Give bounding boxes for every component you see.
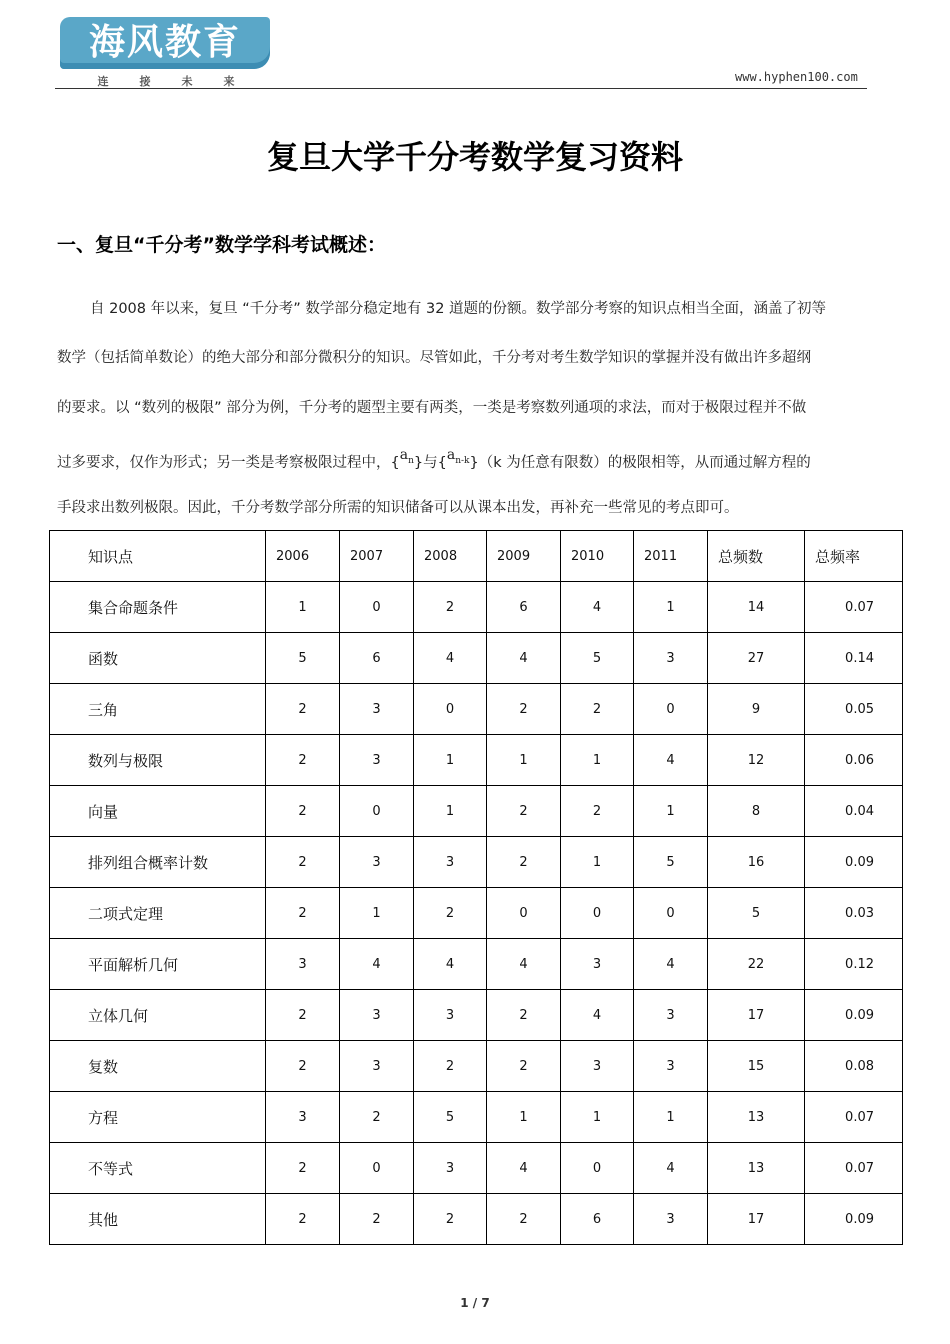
value-cell: 5: [414, 1092, 487, 1143]
value-cell: 4: [340, 939, 414, 990]
value-cell: 1: [340, 888, 414, 939]
page-header: [0, 0, 950, 95]
table-row: [50, 1092, 903, 1143]
table-row: [50, 888, 903, 939]
value-cell: 0.14: [805, 633, 903, 684]
value-cell: 3: [266, 939, 340, 990]
header-cell: 2011: [634, 531, 708, 582]
sequence-symbol-ank: $a_{n-k}$: [446, 447, 470, 466]
paragraph-line: 自 2008 年以来，复旦 “千分考” 数学部分稳定地有 32 道题的份额。数学部分考察的知识点相当全面，涵盖了初等: [90, 301, 827, 317]
value-cell: 5: [561, 633, 634, 684]
topic-cell: 数列与极限: [50, 735, 266, 786]
topic-cell: 平面解析几何: [50, 939, 266, 990]
slogan-char: 连: [97, 75, 109, 88]
header-cell: 2006: [266, 531, 340, 582]
topic-cell: 集合命题条件: [50, 582, 266, 633]
value-cell: 1: [266, 582, 340, 633]
value-cell: 4: [634, 735, 708, 786]
value-cell: 2: [266, 990, 340, 1041]
value-cell: 4: [487, 633, 561, 684]
topic-cell: 立体几何: [50, 990, 266, 1041]
value-cell: 0.05: [805, 684, 903, 735]
value-cell: 13: [708, 1092, 805, 1143]
topic-cell: 向量: [50, 786, 266, 837]
header-cell: 2007: [340, 531, 414, 582]
value-cell: 4: [487, 1143, 561, 1194]
paragraph-line: 数学（包括简单数论）的绝大部分和部分微积分的知识。尽管如此，千分考对考生数学知识的掌握并没有做出许多超纲: [57, 350, 811, 366]
value-cell: 12: [708, 735, 805, 786]
value-cell: 1: [634, 786, 708, 837]
value-cell: 1: [414, 786, 487, 837]
table-row: [50, 1194, 903, 1245]
value-cell: 5: [634, 837, 708, 888]
value-cell: 4: [561, 582, 634, 633]
value-cell: 2: [414, 888, 487, 939]
value-cell: 4: [561, 990, 634, 1041]
value-cell: 3: [414, 837, 487, 888]
paragraph-text: }（k 为任意有限数）的极限相等，从而通过解方程的: [469, 455, 811, 471]
value-cell: 2: [487, 786, 561, 837]
value-cell: 2: [266, 684, 340, 735]
value-cell: 0.09: [805, 837, 903, 888]
site-url: www.hyphen100.com: [735, 70, 858, 84]
topic-cell: 排列组合概率计数: [50, 837, 266, 888]
value-cell: 1: [561, 735, 634, 786]
slogan-char: 来: [223, 75, 235, 88]
value-cell: 4: [634, 1143, 708, 1194]
value-cell: 13: [708, 1143, 805, 1194]
value-cell: 1: [414, 735, 487, 786]
value-cell: 0: [340, 582, 414, 633]
value-cell: 3: [634, 1041, 708, 1092]
table-body: [50, 582, 903, 1245]
header-cell: 2008: [414, 531, 487, 582]
value-cell: 2: [414, 582, 487, 633]
sequence-symbol-an: $a_n$: [399, 447, 414, 466]
value-cell: 8: [708, 786, 805, 837]
topic-cell: 函数: [50, 633, 266, 684]
value-cell: 0.06: [805, 735, 903, 786]
value-cell: 6: [561, 1194, 634, 1245]
value-cell: 3: [634, 1194, 708, 1245]
header-cell: 2010: [561, 531, 634, 582]
table-row: [50, 684, 903, 735]
value-cell: 0.03: [805, 888, 903, 939]
logo-slogan: [82, 70, 252, 86]
value-cell: 1: [634, 582, 708, 633]
value-cell: 1: [487, 735, 561, 786]
topic-cell: 复数: [50, 1041, 266, 1092]
table-row: [50, 990, 903, 1041]
value-cell: 2: [487, 1041, 561, 1092]
slogan-char: 未: [181, 75, 193, 88]
value-cell: 2: [487, 837, 561, 888]
value-cell: 3: [266, 1092, 340, 1143]
table-row: [50, 837, 903, 888]
value-cell: 0.07: [805, 582, 903, 633]
value-cell: 2: [487, 684, 561, 735]
page-title: 复旦大学千分考数学复习资料: [266, 138, 683, 176]
value-cell: 0.07: [805, 1092, 903, 1143]
value-cell: 3: [340, 684, 414, 735]
value-cell: 0.07: [805, 1143, 903, 1194]
value-cell: 2: [266, 888, 340, 939]
header-cell: 总频数: [708, 531, 805, 582]
value-cell: 2: [414, 1194, 487, 1245]
value-cell: 6: [340, 633, 414, 684]
brand-logo: [60, 17, 270, 69]
table-row: [50, 633, 903, 684]
value-cell: 4: [414, 633, 487, 684]
value-cell: 3: [340, 837, 414, 888]
value-cell: 2: [487, 1194, 561, 1245]
value-cell: 1: [561, 837, 634, 888]
value-cell: 2: [561, 684, 634, 735]
value-cell: 0.12: [805, 939, 903, 990]
paragraph-line: 手段求出数列极限。因此，千分考数学部分所需的知识储备可以从课本出发，再补充一些常见的考点即可。: [57, 500, 739, 516]
value-cell: 3: [340, 990, 414, 1041]
value-cell: 4: [487, 939, 561, 990]
value-cell: 15: [708, 1041, 805, 1092]
table-row: [50, 582, 903, 633]
value-cell: 0: [561, 888, 634, 939]
header-cell: 总频率: [805, 531, 903, 582]
value-cell: 4: [634, 939, 708, 990]
frequency-table: [49, 530, 903, 1245]
value-cell: 0.09: [805, 990, 903, 1041]
value-cell: 2: [266, 786, 340, 837]
value-cell: 0: [340, 786, 414, 837]
value-cell: 17: [708, 1194, 805, 1245]
table-row: [50, 939, 903, 990]
page-number: 1 / 7: [460, 1296, 490, 1310]
value-cell: 2: [414, 1041, 487, 1092]
paragraph-text: 过多要求，仅作为形式；另一类是考察极限过程中，{: [57, 455, 400, 471]
value-cell: 0: [561, 1143, 634, 1194]
value-cell: 1: [634, 1092, 708, 1143]
table-row: [50, 786, 903, 837]
topic-cell: 不等式: [50, 1143, 266, 1194]
value-cell: 0: [634, 684, 708, 735]
value-cell: 3: [340, 735, 414, 786]
value-cell: 5: [266, 633, 340, 684]
value-cell: 2: [487, 990, 561, 1041]
header-cell: 知识点: [50, 531, 266, 582]
value-cell: 0: [634, 888, 708, 939]
value-cell: 3: [634, 990, 708, 1041]
value-cell: 2: [266, 1143, 340, 1194]
value-cell: 3: [414, 1143, 487, 1194]
paragraph-line-with-math: [57, 447, 893, 472]
topic-cell: 二项式定理: [50, 888, 266, 939]
value-cell: 2: [340, 1092, 414, 1143]
value-cell: 27: [708, 633, 805, 684]
topic-cell: 方程: [50, 1092, 266, 1143]
table-row: [50, 1143, 903, 1194]
value-cell: 9: [708, 684, 805, 735]
value-cell: 2: [266, 837, 340, 888]
value-cell: 3: [561, 939, 634, 990]
value-cell: 0.04: [805, 786, 903, 837]
table-header-row: [50, 531, 903, 582]
value-cell: 16: [708, 837, 805, 888]
value-cell: 0.09: [805, 1194, 903, 1245]
logo-text: 海风教育: [88, 22, 241, 63]
value-cell: 1: [561, 1092, 634, 1143]
value-cell: 3: [634, 633, 708, 684]
table-row: [50, 735, 903, 786]
value-cell: 2: [561, 786, 634, 837]
paragraph-line: 的要求。以 “数列的极限” 部分为例，千分考的题型主要有两类，一类是考察数列通项的求法，而对于极限过程并不做: [57, 400, 807, 416]
value-cell: 6: [487, 582, 561, 633]
value-cell: 3: [414, 990, 487, 1041]
value-cell: 2: [266, 1041, 340, 1092]
value-cell: 0: [340, 1143, 414, 1194]
value-cell: 0: [487, 888, 561, 939]
value-cell: 0: [414, 684, 487, 735]
table-row: [50, 1041, 903, 1092]
value-cell: 5: [708, 888, 805, 939]
value-cell: 1: [487, 1092, 561, 1143]
value-cell: 2: [266, 1194, 340, 1245]
slogan-char: 接: [139, 75, 151, 88]
value-cell: 2: [340, 1194, 414, 1245]
header-cell: 2009: [487, 531, 561, 582]
section-heading: 一、复旦“千分考”数学学科考试概述：: [57, 234, 386, 256]
value-cell: 14: [708, 582, 805, 633]
paragraph-text: }与{: [413, 455, 447, 471]
topic-cell: 其他: [50, 1194, 266, 1245]
value-cell: 22: [708, 939, 805, 990]
topic-cell: 三角: [50, 684, 266, 735]
value-cell: 0.08: [805, 1041, 903, 1092]
value-cell: 4: [414, 939, 487, 990]
value-cell: 2: [266, 735, 340, 786]
header-divider: [55, 88, 867, 89]
value-cell: 17: [708, 990, 805, 1041]
value-cell: 3: [561, 1041, 634, 1092]
value-cell: 3: [340, 1041, 414, 1092]
